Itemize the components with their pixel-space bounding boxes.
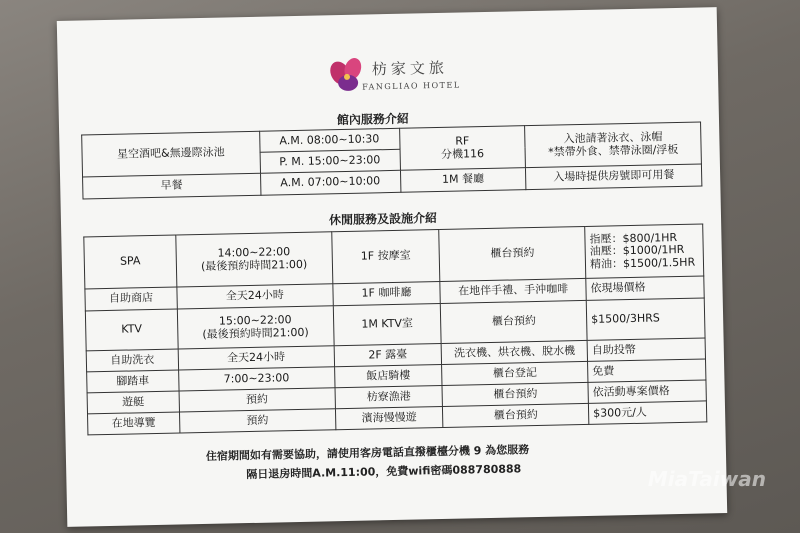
service-location [399, 126, 526, 171]
facility-service: 櫃台預約 [443, 403, 589, 427]
facility-price: 自助投幣 [587, 338, 705, 361]
facility-time: 全天24小時 [177, 284, 333, 309]
facility-time [177, 306, 334, 349]
facility-service: 櫃台登記 [442, 361, 588, 385]
facility-name: 腳踏車 [87, 370, 179, 393]
facility-time: 預約 [179, 388, 335, 412]
section-title-in-house: 館內服務介紹 [336, 111, 410, 128]
facility-location: 1F 按摩室 [331, 230, 440, 284]
service-name: 早餐 [83, 173, 261, 199]
time-line: 14:00~22:00 [217, 244, 291, 260]
facility-price [585, 224, 704, 278]
facility-service: 櫃台預約 [441, 300, 587, 343]
time-line: 15:00~22:00 [218, 312, 292, 328]
flower-logo-icon [326, 54, 371, 99]
brand-name-chinese: 枋家文旅 [371, 58, 449, 79]
watermark: MiaTaiwan [647, 467, 766, 491]
facility-service: 洗衣機、烘衣機、脫水機 [441, 340, 587, 364]
facility-location: 枋寮漁港 [335, 385, 443, 408]
facility-name: 遊艇 [87, 391, 179, 414]
footer-assistance-note: 住宿期間如有需要協助，請使用客房電話直撥櫃檯分機 9 為您服務 [205, 443, 530, 463]
service-time: A.M. 08:00~10:30 [259, 128, 399, 152]
price-line: 油壓：$1000/1HR [589, 243, 685, 259]
facility-name: 自助商店 [85, 287, 177, 311]
price-line: 精油：$1500/1.5HR [589, 255, 696, 271]
service-note: 入場時提供房號即可用餐 [526, 164, 702, 190]
section-title-leisure: 休閒服務及設施介紹 [328, 211, 438, 228]
facility-price: $1500/3HRS [586, 298, 705, 340]
note-line: *禁帶外食、禁帶泳圈/浮板 [548, 142, 679, 159]
time-line: (最後預約時間21:00) [200, 257, 308, 273]
facility-location: 2F 露臺 [334, 343, 442, 366]
facility-name: KTV [85, 309, 178, 351]
facility-service: 在地伴手禮、手沖咖啡 [440, 278, 586, 303]
facility-price: 免費 [588, 359, 706, 382]
facility-time: 預約 [179, 409, 335, 433]
in-house-services-table [81, 121, 702, 199]
facility-location: 飯店騎樓 [334, 364, 442, 387]
facility-location: 1M KTV室 [333, 303, 442, 345]
facility-name: 在地導覽 [88, 412, 180, 435]
facility-time: 7:00~23:00 [178, 367, 334, 391]
service-location: 1M 餐廳 [400, 168, 526, 193]
footer-checkout-wifi-note: 隔日退房時間A.M.11:00，免費wifi密碼088780888 [246, 462, 522, 482]
service-time: A.M. 07:00~10:00 [260, 170, 400, 195]
service-note [525, 122, 702, 168]
service-time: P. M. 15:00~23:00 [260, 149, 400, 173]
leisure-services-table [83, 223, 707, 435]
service-name: 星空酒吧&無邊際泳池 [82, 131, 260, 177]
note-line: 入池請著泳衣、泳帽 [563, 130, 663, 146]
brand-name-english: FANGLIAO HOTEL [362, 80, 461, 92]
service-flyer [57, 7, 727, 527]
facility-service: 櫃台預約 [442, 382, 588, 406]
facility-time: 全天24小時 [178, 346, 334, 370]
facility-time [176, 232, 333, 287]
time-line: (最後預約時間21:00) [202, 325, 309, 341]
facility-name: 自助洗衣 [86, 349, 178, 372]
facility-service: 櫃台預約 [439, 226, 586, 281]
facility-location: 1F 咖啡廳 [332, 281, 440, 305]
location-line: RF [455, 134, 470, 148]
facility-price: 依活動專案價格 [588, 380, 706, 403]
facility-price: $300元/人 [588, 401, 706, 424]
facility-name: SPA [84, 235, 177, 289]
location-line: 分機116 [440, 146, 485, 161]
hotel-logo [326, 52, 487, 105]
facility-price: 依現場價格 [586, 276, 704, 300]
facility-location: 濱海慢慢遊 [335, 406, 443, 429]
price-line: 指壓：$800/1HR [589, 230, 678, 246]
